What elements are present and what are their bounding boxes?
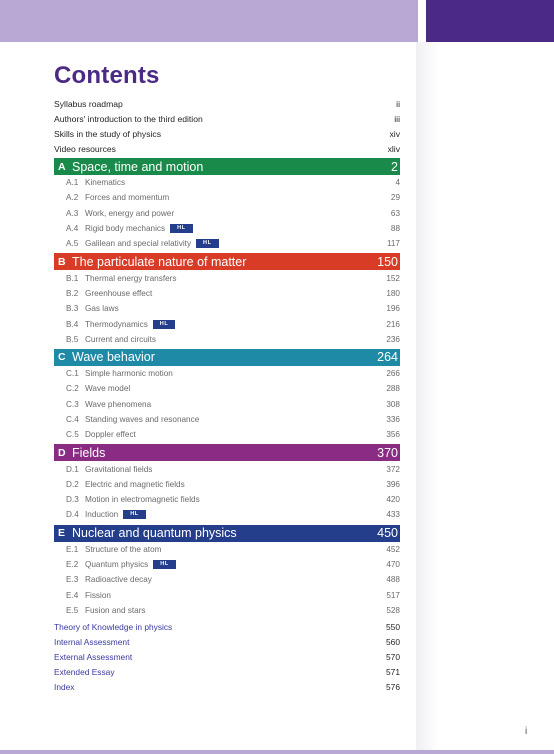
chapter-number: E.3 <box>66 575 79 585</box>
section-letter: D <box>58 446 66 459</box>
chapter-label <box>66 369 173 378</box>
chapter-number: C.2 <box>66 384 79 394</box>
chapter-page: 63 <box>390 208 400 218</box>
chapter-label <box>66 545 161 554</box>
page-number: i <box>525 726 528 737</box>
chapter-label <box>66 606 146 615</box>
toc-entry[interactable] <box>54 679 400 694</box>
chapter-page: 236 <box>386 334 400 344</box>
section-title: Nuclear and quantum physics <box>72 526 237 541</box>
chapter-entry[interactable] <box>54 206 400 221</box>
chapter-label <box>66 193 169 202</box>
sections-list <box>54 158 400 618</box>
entry-page: xiv <box>389 128 400 139</box>
section-page: 264 <box>377 350 398 365</box>
chapter-entry[interactable] <box>54 366 400 381</box>
chapter-number: A.1 <box>66 178 79 188</box>
chapter-entry[interactable] <box>54 542 400 557</box>
chapter-label <box>66 384 130 393</box>
section-header[interactable] <box>54 253 400 270</box>
chapter-entry[interactable] <box>54 412 400 427</box>
chapter-number: A.5 <box>66 239 79 249</box>
chapter-label <box>66 560 176 569</box>
chapter-entry[interactable] <box>54 557 400 572</box>
chapter-page: 372 <box>386 464 400 474</box>
chapter-label <box>66 335 156 344</box>
chapter-title: Thermodynamics <box>85 319 148 329</box>
chapter-label <box>66 304 119 313</box>
section-title: Wave behavior <box>72 350 155 365</box>
chapter-title: Galilean and special relativity <box>85 239 192 249</box>
chapter-entry[interactable] <box>54 286 400 301</box>
chapter-title: Fusion and stars <box>85 605 146 615</box>
front-matter-list <box>54 96 400 156</box>
chapter-number: D.4 <box>66 510 79 520</box>
chapter-entry[interactable] <box>54 175 400 190</box>
chapter-title: Gravitational fields <box>85 464 153 474</box>
section-header[interactable] <box>54 158 400 175</box>
header-corner-block <box>426 0 554 42</box>
chapter-label <box>66 495 200 504</box>
chapter-number: C.3 <box>66 399 79 409</box>
chapter-page: 288 <box>386 384 400 394</box>
toc-entry[interactable] <box>54 664 400 679</box>
chapter-title: Work, energy and power <box>85 208 175 218</box>
chapter-number: B.4 <box>66 319 79 329</box>
toc-entry[interactable] <box>54 634 400 649</box>
chapter-page: 216 <box>386 319 400 329</box>
chapter-label <box>66 591 111 600</box>
chapter-title: Structure of the atom <box>85 544 162 554</box>
chapter-title: Gas laws <box>85 304 119 314</box>
entry-page: 571 <box>386 666 400 677</box>
entry-title: Skills in the study of physics <box>54 128 161 139</box>
chapter-entry[interactable] <box>54 572 400 587</box>
chapter-title: Fission <box>85 590 111 600</box>
toc-entry[interactable] <box>54 141 400 156</box>
entry-title: External Assessment <box>54 651 133 662</box>
chapter-label <box>66 510 146 519</box>
chapter-page: 196 <box>386 304 400 314</box>
chapter-page: 88 <box>390 224 400 234</box>
chapter-page: 433 <box>386 510 400 520</box>
chapter-entry[interactable] <box>54 603 400 618</box>
section-letter: A <box>58 160 66 173</box>
entry-title: Theory of Knowledge in physics <box>54 621 173 632</box>
chapter-page: 152 <box>386 273 400 283</box>
back-matter-list <box>54 619 400 694</box>
chapter-title: Simple harmonic motion <box>85 369 173 379</box>
section-page: 370 <box>377 445 398 460</box>
chapter-entry[interactable] <box>54 221 400 236</box>
chapter-entry[interactable] <box>54 492 400 507</box>
chapter-label <box>66 400 151 409</box>
chapter-label <box>66 289 152 298</box>
chapter-label <box>66 575 152 584</box>
toc-entry[interactable] <box>54 96 400 111</box>
chapter-title: Wave phenomena <box>85 399 152 409</box>
chapter-title: Electric and magnetic fields <box>85 479 185 489</box>
section-letter: E <box>58 527 66 540</box>
hl-badge: HL <box>170 224 193 233</box>
chapter-entry[interactable] <box>54 270 400 285</box>
chapter-title: Radioactive decay <box>85 575 152 585</box>
chapter-number: A.3 <box>66 208 79 218</box>
section-title: Fields <box>72 445 106 460</box>
chapter-label <box>66 209 174 218</box>
section-page: 150 <box>377 254 398 269</box>
hl-badge: HL <box>196 239 219 248</box>
hl-badge: HL <box>153 320 176 329</box>
chapter-page: 308 <box>386 399 400 409</box>
chapter-number: B.5 <box>66 334 79 344</box>
chapter-page: 488 <box>386 575 400 585</box>
footer-band <box>0 750 554 754</box>
chapter-entry[interactable] <box>54 477 400 492</box>
chapter-title: Rigid body mechanics <box>85 224 166 234</box>
section-title: The particulate nature of matter <box>72 254 247 269</box>
toc-entry[interactable] <box>54 111 400 126</box>
chapter-number: E.2 <box>66 560 79 570</box>
chapter-title: Current and circuits <box>85 334 156 344</box>
chapter-number: A.2 <box>66 193 79 203</box>
section-title: Space, time and motion <box>72 159 204 174</box>
chapter-title: Kinematics <box>85 178 126 188</box>
toc-entry[interactable] <box>54 126 400 141</box>
chapter-number: B.3 <box>66 304 79 314</box>
section-letter: B <box>58 255 66 268</box>
toc-entry[interactable] <box>54 649 400 664</box>
chapter-entry[interactable] <box>54 507 400 522</box>
chapter-label <box>66 465 152 474</box>
chapter-title: Doppler effect <box>85 430 136 440</box>
section-header[interactable] <box>54 444 400 461</box>
chapter-label <box>66 480 185 489</box>
chapter-number: E.1 <box>66 544 79 554</box>
chapter-page: 517 <box>386 590 400 600</box>
chapter-entry[interactable] <box>54 301 400 316</box>
entry-page: ii <box>396 98 400 109</box>
chapter-page: 266 <box>386 369 400 379</box>
chapter-number: B.1 <box>66 273 79 283</box>
chapter-title: Wave model <box>85 384 131 394</box>
section-header[interactable] <box>54 349 400 366</box>
hl-badge: HL <box>153 560 176 569</box>
chapter-number: C.4 <box>66 415 79 424</box>
chapter-label <box>66 224 193 233</box>
entry-title: Authors' introduction to the third edition <box>54 113 203 124</box>
chapter-label <box>66 274 176 283</box>
chapter-label <box>66 415 199 424</box>
chapter-page: 336 <box>386 415 400 424</box>
section-letter: C <box>58 351 66 364</box>
section-header[interactable] <box>54 525 400 542</box>
chapter-title: Thermal energy transfers <box>85 273 177 283</box>
chapter-number: D.3 <box>66 495 79 505</box>
chapter-entry[interactable] <box>54 236 400 251</box>
chapter-page: 470 <box>386 560 400 570</box>
chapter-number: D.2 <box>66 479 79 489</box>
chapter-entry[interactable] <box>54 316 400 331</box>
toc-entry[interactable] <box>54 619 400 634</box>
chapter-title: Induction <box>85 510 119 520</box>
chapter-page: 117 <box>386 239 400 249</box>
chapter-number: C.1 <box>66 369 79 379</box>
chapter-number: C.5 <box>66 430 79 440</box>
hl-badge: HL <box>123 510 146 519</box>
entry-page: iii <box>394 113 400 124</box>
table-of-contents <box>54 96 400 694</box>
chapter-entry[interactable] <box>54 332 400 347</box>
section-page: 2 <box>391 159 398 174</box>
chapter-page: 29 <box>390 193 400 203</box>
chapter-number: E.5 <box>66 605 79 615</box>
entry-page: 576 <box>386 681 400 692</box>
page-title: Contents <box>54 62 160 89</box>
entry-page: 570 <box>386 651 400 662</box>
chapter-label <box>66 430 136 439</box>
chapter-entry[interactable] <box>54 427 400 442</box>
chapter-number: B.2 <box>66 288 79 298</box>
chapter-label <box>66 239 219 248</box>
chapter-entry[interactable] <box>54 381 400 396</box>
entry-page: xliv <box>387 143 400 154</box>
chapter-page: 452 <box>386 544 400 554</box>
entry-page: 550 <box>386 621 400 632</box>
entry-title: Index <box>54 681 75 692</box>
section-page: 450 <box>377 526 398 541</box>
chapter-number: A.4 <box>66 224 79 234</box>
chapter-title: Standing waves and resonance <box>85 415 200 424</box>
chapter-entry[interactable] <box>54 461 400 476</box>
header-band <box>0 0 418 42</box>
entry-page: 560 <box>386 636 400 647</box>
entry-title: Video resources <box>54 143 116 154</box>
chapter-number: E.4 <box>66 590 79 600</box>
chapter-entry[interactable] <box>54 397 400 412</box>
chapter-title: Motion in electromagnetic fields <box>85 495 200 505</box>
entry-title: Internal Assessment <box>54 636 130 647</box>
chapter-title: Forces and momentum <box>85 193 170 203</box>
chapter-label <box>66 178 125 187</box>
entry-title: Syllabus roadmap <box>54 98 123 109</box>
chapter-page: 180 <box>386 288 400 298</box>
chapter-title: Greenhouse effect <box>85 288 153 298</box>
chapter-entry[interactable] <box>54 588 400 603</box>
chapter-page: 4 <box>395 178 400 188</box>
chapter-page: 356 <box>386 430 400 440</box>
chapter-entry[interactable] <box>54 190 400 205</box>
chapter-number: D.1 <box>66 464 79 474</box>
chapter-label <box>66 320 175 329</box>
chapter-title: Quantum physics <box>85 560 149 570</box>
chapter-page: 528 <box>386 605 400 615</box>
entry-title: Extended Essay <box>54 666 115 677</box>
chapter-page: 420 <box>386 495 400 505</box>
right-margin-shade <box>416 42 554 754</box>
chapter-page: 396 <box>386 479 400 489</box>
